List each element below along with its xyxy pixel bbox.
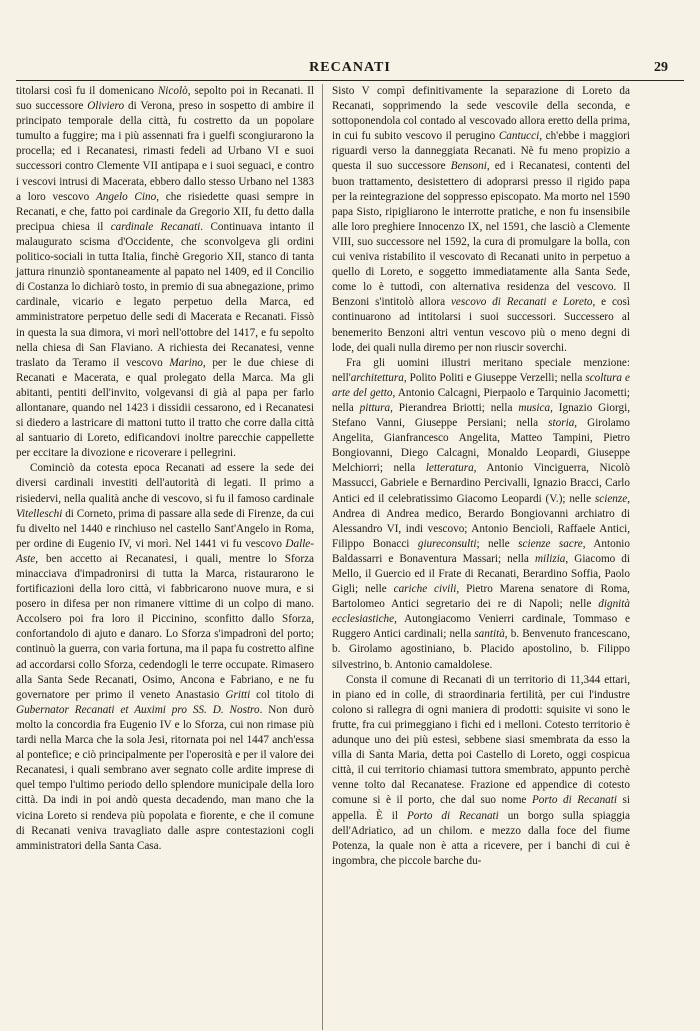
text-run: un borgo sulla spiaggia dell'Adriatico, ad un chilom. e mezzo dalla foce del fiume Potenza, la quale non è atta a ricevere, per i banchi di cui è ingombra, che piccole barche du-: [332, 809, 630, 867]
text-run: , Ignazio Giorgi, Stefano Vanni, Giuseppe Persiani; nella: [332, 401, 630, 430]
text-run: , sepolto poi in Recanati. Il suo successore: [16, 85, 314, 113]
italic-text: musica: [518, 401, 551, 414]
text-run: , ben accetto ai Recanatesi, i quali, mentre lo Sforza minacciava d'impadronirsi di tutta la Marca, ristaurarono le fortificazioni della loro città, vi fabbricarono nuove mura, e si posero in difesa per non rimanere vittime di un colpo di mano. Accolsero poi fra loro il Piccinino, sconfitto dallo Sforza, confortandolo di ajuto e danaro. Lo Sforza s'impadronì del porto; continuò la guerra, con varia fortuna, ma il papa fu costretto alfine ad accordarsi collo Sforza, cedendogli le terre occupate. Rimasero alla Santa Sede Recanati, Osimo, Ancona e Fabriano, e ne fu governatore per primo il veneto Anastasio: [16, 552, 314, 701]
text-run: . Non durò molto la concordia fra Eugenio IV e lo Sforza, cui non rimase più tardi nella Marca che la sola Jesi, ritornata poi nel 1447 anch'essa al pontefice; e ciò principalmente per l'operosità e per il valore dei Recanatesi, i quali sembrano aver segnato colle ardite imprese di quel tempo l'ultimo periodo dello splendore municipale della loro città. Da indi in poi andò questa decadendo, man mano che la vicina Loreto si rendeva più popolata e fiorente, e che il comune di Recanati veniva travagliato dalle aspre contestazioni cogli amministratori della Santa Casa.: [16, 703, 314, 852]
text-run: Consta il comune di Recanati di un territorio di 11,344 ettari, in piano ed in colle, di straordinaria fertilità, per cui l'industre colono si rallegra di ogni maniera di prodotti: squisite vi sono le frutte, fra cui primeggiano i fichi ed i melloni. Cotesto territorio è adunque uno dei più estesi, sebbene siasi smembrata da esso la villa di Santa Maria, detta poi Castello di Loreto, oggi cospicua città, il cui territorio chiamasi tuttora smembrato, appunto perchè venne tolto dal Recanatese. Frazione ed appendice di cotesto comune si è il porto, che dal suo nome: [332, 673, 630, 807]
paragraph: [332, 356, 630, 673]
text-run: , ed i Recanatesi, contenti del buon trattamento, desistettero di adoprarsi presso il rigido papa per la reintegrazione del soppresso episcopato. Ma morto nel 1590 papa Sisto, ripigliarono le interrotte pratiche, e non fu insensibile alle loro preghiere Innocenzo IX, nel 1591, che lasciò a Clemente VIII, suo successore nel 1592, la cura di promulgare la bolla, con cui veniva ristabilito il vescovato di Recanati unito in perpetuo a quello di Loreto, e soggetto immediatamente alla Santa Sede, come lo è tuttodì, con alternativa residenza del vescovo. Il Benzoni s'intitolò allora: [332, 160, 630, 309]
text-run: , Andrea di Andrea medico, Berardo Bongiovanni archiatro di Alessandro VI, indi vescovo; Antonio Bencioli, Raffaele Antici, Filippo Bonacci: [332, 492, 630, 550]
paragraph: [16, 84, 314, 461]
italic-text: Oliviero: [87, 100, 125, 113]
text-run: , Pietro Marena senatore di Roma, Bartolomeo Antici segretario dei re di Napoli; nelle: [332, 583, 630, 611]
italic-text: pittura: [359, 401, 391, 414]
italic-text: letteratura: [425, 462, 474, 475]
text-run: , b. Benvenuto francescano, b. Girolamo agostiniano, b. Placido apostolino, b. Filippo silvestrino, b. Antonio camaldolese.: [332, 628, 631, 671]
italic-text: santità: [474, 628, 505, 641]
italic-text: Porto di Recanati: [406, 809, 499, 822]
text-run: , Polito Politi e Giuseppe Verzelli; nella: [403, 371, 586, 384]
italic-text: Gubernator Recanati et Auximi pro SS. D. Nostro: [16, 703, 260, 716]
italic-text: scienze sacre: [518, 537, 583, 550]
text-run: , Antonio Baldassarri e Bonaventura Massari; nella: [332, 537, 631, 565]
italic-text: Dalle-Aste: [16, 537, 314, 565]
italic-text: Nicolò: [157, 85, 188, 97]
page-number: 29: [654, 60, 668, 75]
text-run: Sisto V compì definitivamente la separazione di Loreto da Recanati, sopprimendo la sede vescovile della seconda, e sottoponendola col contado al vescovado allora eretto della prima, in cui fu subito vescovo il perugino: [332, 85, 630, 143]
text-run: , Autongiacomo Venierri cardinale, Tommaso e Ruggero Antici cardinali; nella: [332, 613, 630, 641]
italic-text: Cantucci: [498, 130, 540, 143]
italic-text: scoltura e arte del getto: [332, 371, 630, 399]
italic-text: Bensoni: [450, 160, 487, 173]
text-run: , e così continuarono ad intitolarsi i suoi successori. Successero al benemerito Benzoni altri ventun vescovo più o meno degni di lode, dei quali nulla diremo per non riuscir soverchi.: [332, 296, 630, 354]
text-run: col titolo di: [250, 688, 314, 701]
left-column: [16, 84, 314, 854]
italic-text: scienze: [594, 492, 628, 505]
italic-text: vescovo di Recanati e Loreto: [450, 296, 593, 309]
text-run: , che risiedette quasi sempre in Recanati, e che, fatto poi cardinale da Gregorio XII, fu detto dalla precipua chiesa il: [16, 190, 314, 233]
italic-text: Vitelleschi: [16, 507, 63, 520]
italic-text: Gritti: [225, 688, 251, 701]
text-run: Cominciò da cotesta epoca Recanati ad essere la sede dei diversi cardinali investiti dell'autorità di legati. Il primo a risiedervi, nella qualità anche di vescovo, si fu il famoso cardinale: [16, 462, 314, 505]
text-run: si appella. È il: [332, 794, 631, 822]
text-run: . Continuava intanto il malaugurato scisma d'Occidente, che sconvolgeva gli ordini politico-sociali in tutta Italia, finchè Gregorio XII, stanco di tanta jattura rinunziò spontaneamente al papato nel 1409, ed il Concilio di Costanza lo dichiarò tosto, in premio di sua abnegazione, primo cardinale, vicario e legato perpetuo della Marca, ed amministratore perpetuo delle sedi di Macerata e Recanati. Fissò in questa la sua dimora, vi morì nell'ottobre del 1417, e fu sepolto nella chiesa di San Flaviano. A richiesta dei Recanatesi, venne traslato da Teramo il vescovo: [16, 220, 314, 369]
column-divider: [322, 84, 323, 1030]
text-run: titolarsi così fu il domenicano: [16, 85, 158, 97]
text-run: , Antonio Calcagni, Pierpaolo e Tarquinio Jacometti; nella: [332, 386, 630, 414]
running-title: RECANATI: [309, 60, 391, 75]
text-run: , Pierandrea Briotti; nella: [390, 401, 519, 414]
running-head: [16, 60, 684, 80]
italic-text: Marino: [169, 356, 203, 369]
italic-text: storia: [548, 417, 575, 430]
right-column: [332, 84, 630, 869]
italic-text: Porto di Recanati: [531, 794, 617, 807]
paragraph: [16, 461, 314, 853]
text-run: di Corneto, prima di passare alla sede di Firenze, da cui fu divelto nel 1440 e rinchiuso nel castello Sant'Angelo in Roma, per ordine di Eugenio IV, vi morì. Nel 1441 vi fu vescovo: [16, 507, 314, 550]
italic-text: cardinale Recanati: [110, 220, 201, 233]
header-rule: [16, 80, 684, 81]
text-run: , Antonio Vinciguerra, Nicolò Massucci, Gabriele e Bernardino Percivalli, Ignazio Bracci, Carlo Antici ed il celebratissimo Giacomo Leopardi (V.); nelle: [332, 462, 630, 505]
italic-text: Angelo Cino: [95, 190, 157, 203]
italic-text: cariche civili: [393, 583, 457, 596]
paragraph: [332, 673, 630, 869]
text-run: , Girolamo Angelita, Gianfrancesco Angelita, Matteo Tampini, Pietro Bongiovanni, Diego Calcagni, Monaldo Leopardi, Giuseppe Melchiorri; nella: [332, 417, 630, 475]
italic-text: giureconsulti: [417, 537, 477, 550]
text-run: , per le due chiese di Recanati e Macerata, e qual prolegato della Marca. Ma gli abitanti, pentiti dell'invito, volgevansi di già al papa per farlo allontanare, quando nel 1423 i dissidii cessarono, ed i Recanatesi si diedero a lastricare di mattoni tutto il tratto che corre dalla città al santuario di Loreto, edificandovi inoltre parecchie cappellette per eccitare la divozione e ricoverare i pellegrini.: [16, 356, 315, 460]
italic-text: dignità ecclesiastiche: [332, 598, 630, 626]
italic-text: architettura: [350, 371, 404, 384]
text-run: , ch'ebbe i maggiori riguardi verso la danneggiata Recanati. Nè fu meno propizio a questa il suo successore: [332, 130, 630, 173]
text-run: di Verona, preso in sospetto di ambire il principato temporale della città, fu costretto da un popolare tumulto a fuggire; ma i più assennati fra i guelfi scongiurarono la procella; ed i Recanatesi, rimasti fedeli ad Urbano VI e suoi successori contro Clemente VII antipapa e i suoi seguaci, e contro i vescovi intrusi di Macerata, ebbero dallo stesso Urbano nel 1383 a loro vescovo: [16, 100, 314, 203]
italic-text: milizia: [534, 552, 566, 565]
paragraph: [332, 84, 630, 356]
text-run: Fra gli uomini illustri meritano speciale menzione: nell': [332, 356, 630, 384]
text-run: ; nelle: [476, 537, 519, 550]
text-run: , Giacomo di Mello, il Guercio ed il Frate di Recanati, Berardino Soffia, Paolo Gigli; nelle: [332, 552, 630, 596]
